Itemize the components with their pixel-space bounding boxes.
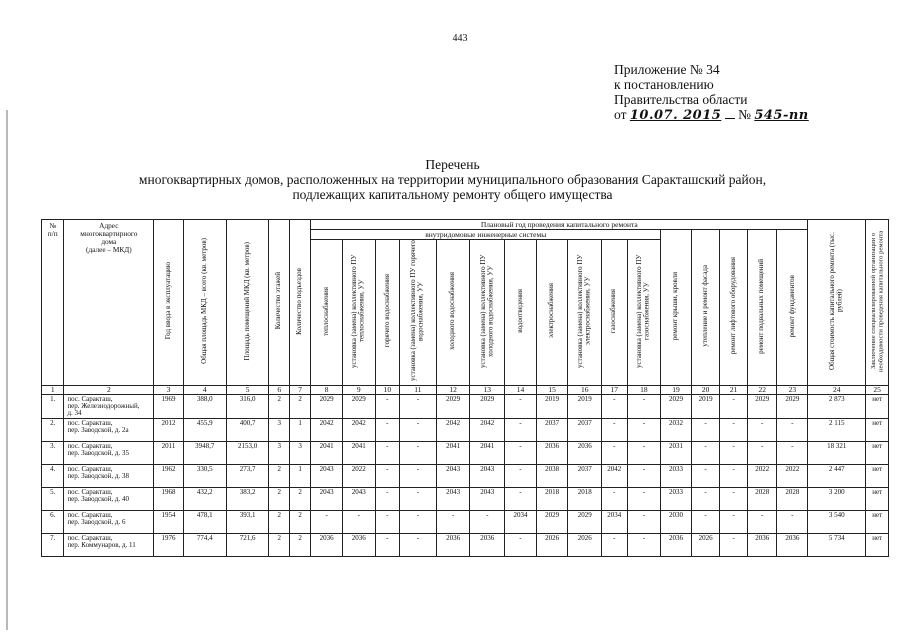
table-cell: 2 873	[808, 394, 866, 418]
col-head-conclusion-text: Заключение специализированной организации о необходимости проведения капитального ремонта	[869, 230, 885, 372]
col-head-engineering-text: горячего водоснабжения	[382, 274, 391, 348]
col-head-engineering-text: установка (замена) коллективного ПУ горячего водоснабжения, УУ	[409, 240, 425, 382]
col-head-engineering-7	[505, 240, 537, 386]
table-cell: нет	[866, 441, 889, 464]
table-cell: 2043	[436, 464, 470, 487]
column-number: 16	[568, 385, 602, 394]
col-head-premises-area	[226, 220, 269, 386]
table-cell: -	[720, 441, 748, 464]
table-cell: -	[720, 510, 748, 533]
title-line-1: Перечень	[425, 157, 480, 172]
table-cell: 2029	[747, 394, 777, 418]
scan-binding-edge	[6, 110, 8, 630]
col-head-engineering-2	[342, 240, 375, 386]
col-head-foundation	[777, 230, 808, 386]
col-head-premises-area-text: Площадь помещений МКД (кв. метров)	[242, 241, 251, 361]
table-cell: 2032	[661, 418, 692, 441]
table-cell: 383,2	[226, 487, 269, 510]
col-head-engineering-9	[568, 240, 602, 386]
table-cell: -	[720, 418, 748, 441]
col-head-total-area	[183, 220, 226, 386]
table-cell: -	[375, 510, 399, 533]
table-cell: 2037	[536, 418, 568, 441]
col-head-num: № п/п	[42, 220, 64, 386]
address-cell: пос. Саракташ, пер. Заводской, д. 35	[64, 441, 154, 464]
table-cell: 2036	[777, 533, 808, 556]
table-cell: -	[375, 464, 399, 487]
table-cell: 1976	[154, 533, 184, 556]
col-head-engineering-4	[400, 240, 437, 386]
approval-line-3: Правительства области	[614, 92, 748, 107]
table-cell: 2036	[536, 441, 568, 464]
table-cell: 2041	[436, 441, 470, 464]
column-number: 3	[154, 385, 184, 394]
table-cell: -	[602, 487, 628, 510]
col-head-entrances	[289, 220, 310, 386]
table-cell: 2041	[311, 441, 343, 464]
table-cell: 2036	[342, 533, 375, 556]
col-head-engineering-text: электроснабжения	[547, 283, 556, 339]
column-number: 1	[42, 385, 64, 394]
table-cell: -	[691, 510, 720, 533]
column-number: 22	[747, 385, 777, 394]
column-number: 24	[808, 385, 866, 394]
table-cell: 2019	[536, 394, 568, 418]
table-cell: -	[602, 533, 628, 556]
address-cell: пос. Саракташ, пер. Заводской, д. 2а	[64, 418, 154, 441]
table-cell: 2029	[568, 510, 602, 533]
table-cell: 7.	[42, 533, 64, 556]
col-head-basement	[747, 230, 777, 386]
table-cell: 455,9	[183, 418, 226, 441]
column-number: 4	[183, 385, 226, 394]
table-cell: 2036	[436, 533, 470, 556]
table-cell: 1.	[42, 394, 64, 418]
column-number: 2	[64, 385, 154, 394]
address-cell: пос. Саракташ, пер. Заводской, д. 6	[64, 510, 154, 533]
column-number: 15	[536, 385, 568, 394]
col-head-engineering-10	[602, 240, 628, 386]
col-head-elevator-text: ремонт лифтового оборудования	[728, 257, 737, 355]
table-cell: -	[747, 441, 777, 464]
table-cell: 400,7	[226, 418, 269, 441]
table-cell: -	[720, 464, 748, 487]
table-cell: нет	[866, 464, 889, 487]
table-cell: 2029	[436, 394, 470, 418]
table-cell: нет	[866, 510, 889, 533]
table-cell: 2018	[568, 487, 602, 510]
table-cell: 2043	[311, 487, 343, 510]
table-cell: 2	[269, 394, 289, 418]
column-number: 5	[226, 385, 269, 394]
column-number: 23	[777, 385, 808, 394]
table-cell: 2028	[747, 487, 777, 510]
table-cell: 2029	[342, 394, 375, 418]
table-cell: -	[691, 441, 720, 464]
table-cell: 2033	[661, 487, 692, 510]
table-cell: 2029	[470, 394, 505, 418]
col-head-facade-text: утепление и ремонт фасада	[700, 265, 709, 347]
table-cell: 2153,0	[226, 441, 269, 464]
table-cell: 2011	[154, 441, 184, 464]
table-cell: -	[720, 394, 748, 418]
col-head-total-area-text: Общая площадь МКД – всего (кв. метров)	[199, 238, 208, 364]
table-row	[42, 487, 889, 510]
column-number: 9	[342, 385, 375, 394]
table-cell: -	[505, 533, 537, 556]
table-cell: -	[505, 487, 537, 510]
col-head-engineering-text: установка (замена) коллективного ПУ газоснабжения, УУ	[635, 254, 651, 368]
address-cell: пос. Саракташ, пер. Железнодорожный, д. 34	[64, 394, 154, 418]
table-cell: -	[400, 533, 437, 556]
table-cell: 2	[269, 510, 289, 533]
col-head-engineering: внутридомовые инженерные системы	[311, 230, 661, 240]
table-cell: 2034	[505, 510, 537, 533]
table-cell: -	[691, 464, 720, 487]
table-cell: 2	[269, 487, 289, 510]
table-cell: 432,2	[183, 487, 226, 510]
table-cell: -	[400, 441, 437, 464]
handwritten-date: 10.07. 2015	[629, 108, 722, 123]
table-cell: нет	[866, 487, 889, 510]
table-cell: 2036	[470, 533, 505, 556]
table-cell: 2030	[661, 510, 692, 533]
table-cell: 2029	[661, 394, 692, 418]
col-head-engineering-3	[375, 240, 399, 386]
table-cell: 18 321	[808, 441, 866, 464]
col-head-facade	[691, 230, 720, 386]
col-head-cost	[808, 220, 866, 386]
table-cell: 2029	[536, 510, 568, 533]
col-head-engineering-text: установка (замена) коллективного ПУ электроснабжения, УУ	[576, 254, 592, 368]
table-row	[42, 464, 889, 487]
col-head-year-text: Год ввода в эксплуатацию	[163, 262, 172, 340]
underline	[725, 118, 735, 119]
column-number: 19	[661, 385, 692, 394]
column-number: 6	[269, 385, 289, 394]
table-cell: 2043	[342, 487, 375, 510]
table-cell: 393,1	[226, 510, 269, 533]
col-head-engineering-text: водоотведения	[515, 289, 524, 333]
table-cell: 2037	[568, 418, 602, 441]
table-cell: 2019	[691, 394, 720, 418]
table-cell: -	[400, 510, 437, 533]
col-head-engineering-text: установка (замена) коллективного ПУ холодного водоснабжения, УУ	[478, 254, 495, 368]
table-cell: -	[602, 441, 628, 464]
address-cell: пос. Саракташ, пер. Заводской, д. 40	[64, 487, 154, 510]
table-cell: 2043	[470, 464, 505, 487]
table-cell: -	[505, 418, 537, 441]
table-cell: 330,5	[183, 464, 226, 487]
table-cell: -	[400, 487, 437, 510]
col-head-foundation-text: ремонт фундаментов	[787, 274, 796, 338]
table-cell: 1	[289, 418, 310, 441]
table-row	[42, 510, 889, 533]
table-cell: 5.	[42, 487, 64, 510]
table-row	[42, 441, 889, 464]
table-cell: -	[436, 510, 470, 533]
column-number: 7	[289, 385, 310, 394]
handwritten-number: 545-пп	[754, 108, 809, 123]
address-cell: пос. Саракташ, пер. Коммунаров, д. 11	[64, 533, 154, 556]
table-cell: 2 115	[808, 418, 866, 441]
table-cell: 1	[289, 464, 310, 487]
document-title	[100, 157, 805, 202]
table-cell: 2037	[568, 464, 602, 487]
col-head-engineering-8	[536, 240, 568, 386]
table-cell: 1969	[154, 394, 184, 418]
col-head-floors-text: Количество этажей	[274, 272, 283, 330]
table-cell: -	[627, 464, 661, 487]
table-cell: 2026	[536, 533, 568, 556]
table-cell: -	[627, 510, 661, 533]
col-head-engineering-text: установка (замена) коллективного ПУ теплоснабжения, УУ	[350, 254, 366, 368]
column-number-row	[42, 385, 889, 394]
table-cell: 1968	[154, 487, 184, 510]
table-cell: 2018	[536, 487, 568, 510]
column-number: 25	[866, 385, 889, 394]
table-row	[42, 394, 889, 418]
col-head-engineering-5	[436, 240, 470, 386]
table-cell: 2	[269, 464, 289, 487]
col-head-roof	[661, 230, 692, 386]
table-cell: 316,0	[226, 394, 269, 418]
table-cell: 2042	[470, 418, 505, 441]
table-cell: 2034	[602, 510, 628, 533]
approval-date-line	[614, 107, 874, 123]
table-cell: 5 734	[808, 533, 866, 556]
table-cell: 2036	[568, 441, 602, 464]
table-cell: -	[505, 441, 537, 464]
table-cell: 2022	[342, 464, 375, 487]
table-cell: 478,1	[183, 510, 226, 533]
table-cell: 2041	[470, 441, 505, 464]
table-cell: нет	[866, 394, 889, 418]
table-cell: 3.	[42, 441, 64, 464]
table-cell: 2041	[342, 441, 375, 464]
table-cell: 273,7	[226, 464, 269, 487]
table-cell: -	[747, 418, 777, 441]
table-cell: 2042	[436, 418, 470, 441]
table-cell: 4.	[42, 464, 64, 487]
table-cell: -	[691, 487, 720, 510]
column-number: 17	[602, 385, 628, 394]
approval-block	[614, 62, 874, 123]
address-cell: пос. Саракташ, пер. Заводской, д. 38	[64, 464, 154, 487]
table-cell: -	[311, 510, 343, 533]
col-head-elevator	[720, 230, 748, 386]
col-head-engineering-text: газоснабжения	[609, 288, 618, 334]
column-number: 20	[691, 385, 720, 394]
col-head-engineering-text: холодного водоснабжения	[448, 272, 457, 350]
column-number: 13	[470, 385, 505, 394]
table-cell: 2038	[536, 464, 568, 487]
column-number: 12	[436, 385, 470, 394]
table-cell: -	[777, 441, 808, 464]
table-cell: 2043	[470, 487, 505, 510]
table-cell: -	[470, 510, 505, 533]
col-head-plan: Плановый год проведения капитального ремонта	[311, 220, 808, 230]
title-line-2: многоквартирных домов, расположенных на территории муниципального образования Саракташский район,	[138, 172, 767, 187]
number-label: №	[738, 107, 751, 122]
table-cell: -	[400, 464, 437, 487]
table-cell: 2042	[311, 418, 343, 441]
table-cell: -	[627, 394, 661, 418]
table-cell: 2042	[602, 464, 628, 487]
table-cell: 3 540	[808, 510, 866, 533]
table-cell: 1962	[154, 464, 184, 487]
table-body	[42, 385, 889, 556]
table-cell: 6.	[42, 510, 64, 533]
table-cell: -	[602, 394, 628, 418]
table-cell: -	[627, 441, 661, 464]
col-head-engineering-1	[311, 240, 343, 386]
col-head-conclusion	[866, 220, 889, 386]
table-cell: -	[691, 418, 720, 441]
table-cell: 3 200	[808, 487, 866, 510]
table-cell: 2033	[661, 464, 692, 487]
column-number: 21	[720, 385, 748, 394]
col-head-basement-text: ремонт подвальных помещений	[757, 258, 766, 354]
col-head-cost-text: Общая стоимость капитального ремонта (тыс. рублей)	[828, 232, 844, 370]
table-cell: -	[777, 418, 808, 441]
column-number: 10	[375, 385, 399, 394]
table-cell: 2	[269, 533, 289, 556]
table-cell: 3	[269, 418, 289, 441]
table-cell: -	[375, 533, 399, 556]
page-number: 443	[452, 33, 468, 44]
table-cell: -	[747, 510, 777, 533]
table-cell: 2012	[154, 418, 184, 441]
table-cell: 2036	[661, 533, 692, 556]
from-label: от	[614, 107, 627, 122]
table-cell: 2	[289, 487, 310, 510]
table-cell: 2036	[747, 533, 777, 556]
table-cell: -	[375, 441, 399, 464]
table-cell: 2043	[311, 464, 343, 487]
table-cell: 2	[289, 533, 310, 556]
table-cell: -	[720, 487, 748, 510]
table-cell: 2019	[568, 394, 602, 418]
table-cell: 2036	[311, 533, 343, 556]
table-cell: 2029	[311, 394, 343, 418]
col-head-engineering-11	[627, 240, 661, 386]
column-number: 8	[311, 385, 343, 394]
table-row	[42, 418, 889, 441]
approval-line-2: к постановлению	[614, 77, 714, 92]
table-cell: 3948,7	[183, 441, 226, 464]
table-cell: -	[627, 487, 661, 510]
col-head-address: Адрес многоквартирного дома (далее – МКД)	[64, 220, 154, 386]
table-cell: 1954	[154, 510, 184, 533]
table-cell: -	[505, 394, 537, 418]
table-cell: 2043	[436, 487, 470, 510]
table-cell: 2026	[691, 533, 720, 556]
col-head-floors	[269, 220, 289, 386]
table-cell: 2022	[777, 464, 808, 487]
table-cell: -	[627, 533, 661, 556]
table-cell: -	[505, 464, 537, 487]
table-cell: -	[400, 394, 437, 418]
col-head-engineering-text: теплоснабжения	[321, 286, 330, 336]
table-cell: нет	[866, 533, 889, 556]
table-cell: 3	[289, 441, 310, 464]
col-head-entrances-text: Количество подъездов	[295, 267, 304, 335]
table-cell: -	[375, 487, 399, 510]
table-cell: 2042	[342, 418, 375, 441]
col-head-engineering-6	[470, 240, 505, 386]
table-cell: -	[602, 418, 628, 441]
table-cell: -	[777, 510, 808, 533]
table-cell: 3	[269, 441, 289, 464]
col-head-roof-text: ремонт крыши, кровли	[671, 271, 680, 341]
table-cell: 774,4	[183, 533, 226, 556]
table-cell: 2.	[42, 418, 64, 441]
table-cell: -	[400, 418, 437, 441]
table-cell: 2	[289, 394, 310, 418]
table-row	[42, 533, 889, 556]
table-cell: 2	[289, 510, 310, 533]
col-head-year	[154, 220, 184, 386]
column-number: 14	[505, 385, 537, 394]
table-cell: -	[342, 510, 375, 533]
table-cell: 721,6	[226, 533, 269, 556]
table-cell: 2026	[568, 533, 602, 556]
table-cell: -	[720, 533, 748, 556]
houses-table	[41, 219, 889, 557]
houses-table-wrap	[41, 219, 889, 557]
table-cell: нет	[866, 418, 889, 441]
column-number: 11	[400, 385, 437, 394]
table-cell: 2029	[777, 394, 808, 418]
table-cell: 2022	[747, 464, 777, 487]
table-cell: 2028	[777, 487, 808, 510]
column-number: 18	[627, 385, 661, 394]
title-line-3: подлежащих капитальному ремонту общего имущества	[292, 187, 613, 202]
table-cell: -	[375, 394, 399, 418]
table-cell: -	[627, 418, 661, 441]
table-cell: 388,0	[183, 394, 226, 418]
approval-line-1: Приложение № 34	[614, 62, 720, 77]
table-cell: -	[375, 418, 399, 441]
table-cell: 2 447	[808, 464, 866, 487]
table-cell: 2031	[661, 441, 692, 464]
